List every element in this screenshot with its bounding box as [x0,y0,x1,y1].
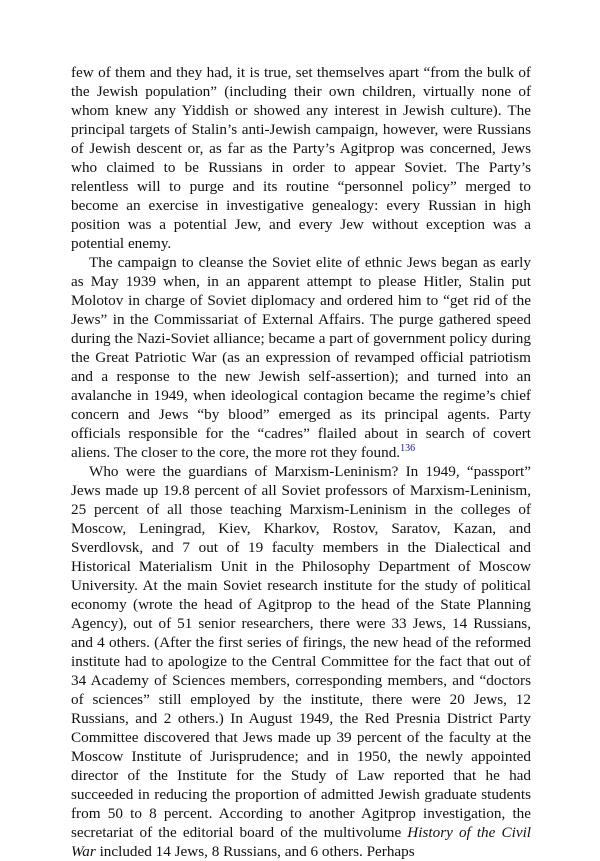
paragraph-2-text: The campaign to cleanse the Soviet elite of ethnic Jews began as early as May 1939 when, in an apparent attempt to please Hitler, Stalin put Molotov in charge of Soviet diplomacy and ordered him to “get rid of the Jews” in the Commissariat of External Affairs. The purge gathered speed during the Nazi-Soviet alliance; became a part of government policy during the Great Patriotic War (as an expression of revamped official patriotism and a response to the new Jewish self-assertion); and turned into an avalanche in 1949, when ideological contagion became the regime’s chief concern and Jews “by blood” emerged as its principal agents. Party officials responsible for the “cadres” flailed about in search of covert aliens. The closer to the core, the more rot they found. [71,254,531,461]
book-title: History of the Civil War [71,824,532,860]
paragraph-3-tail: included 14 Jews, 8 Russians, and 6 others. Perhaps [99,843,415,860]
paragraph-3-text: Who were the guardians of Marxism-Leninism? In 1949, “passport” Jews made up 19.8 percent of all Soviet professors of Marxism-Leninism, 25 percent of all those teaching Marxism-Leninism in the colleges of Moscow, Leningrad, Kiev, Kharkov, Rostov, Saratov, Kazan, and Sverdlovsk, and 7 out of 19 faculty members in the Dialectical and Historical Materialism Unit in the Philosophy Department of Moscow University. At the main Soviet research institute for the study of political economy (wrote the head of Agitprop to the head of the State Planning Agency), out of 51 senior researchers, there were 33 Jews, 14 Russians, and 4 others. (After the first series of firings, the new head of the reformed institute had to apologize to the Central Committee for the fact that out of 34 Academy of Sciences members, corresponding members, and “doctors of sciences” still employed by the institute, there were 20 Jews, 12 Russians, and 2 others.) In August 1949, the Red Presnia District Party Committee discovered that Jews made up 39 percent of the faculty at the Moscow Institute of Jurisprudence; and in 1950, the newly appointed director of the Institute for the Study of Law reported that he had succeeded in reducing the proportion of admitted Jewish graduate students from 50 to 8 percent. According to another Agitprop investigation, the secretariat of the editorial board of the multivolume [71,463,531,841]
paragraph-3 [71,462,531,861]
footnote-ref-136[interactable]: 136 [400,442,416,454]
paragraph-1: few of them and they had, it is true, set themselves apart “from the bulk of the Jewish population” (including their own children, virtually none of whom knew any Yiddish or showed any interest in Jewish culture). The principal targets of Stalin’s anti-Jewish campaign, however, were Russians of Jewish descent or, as far as the Party’s Agitprop was concerned, Jews who claimed to be Russians in order to appear Soviet. The Party’s relentless will to purge and its routine “personnel policy” merged to become an exercise in investigative genealogy: every Russian in high position was a potential Jew, and every Jew without exception was a potential enemy. [71,64,531,252]
document-page [71,63,531,861]
paragraph-2 [71,253,531,462]
